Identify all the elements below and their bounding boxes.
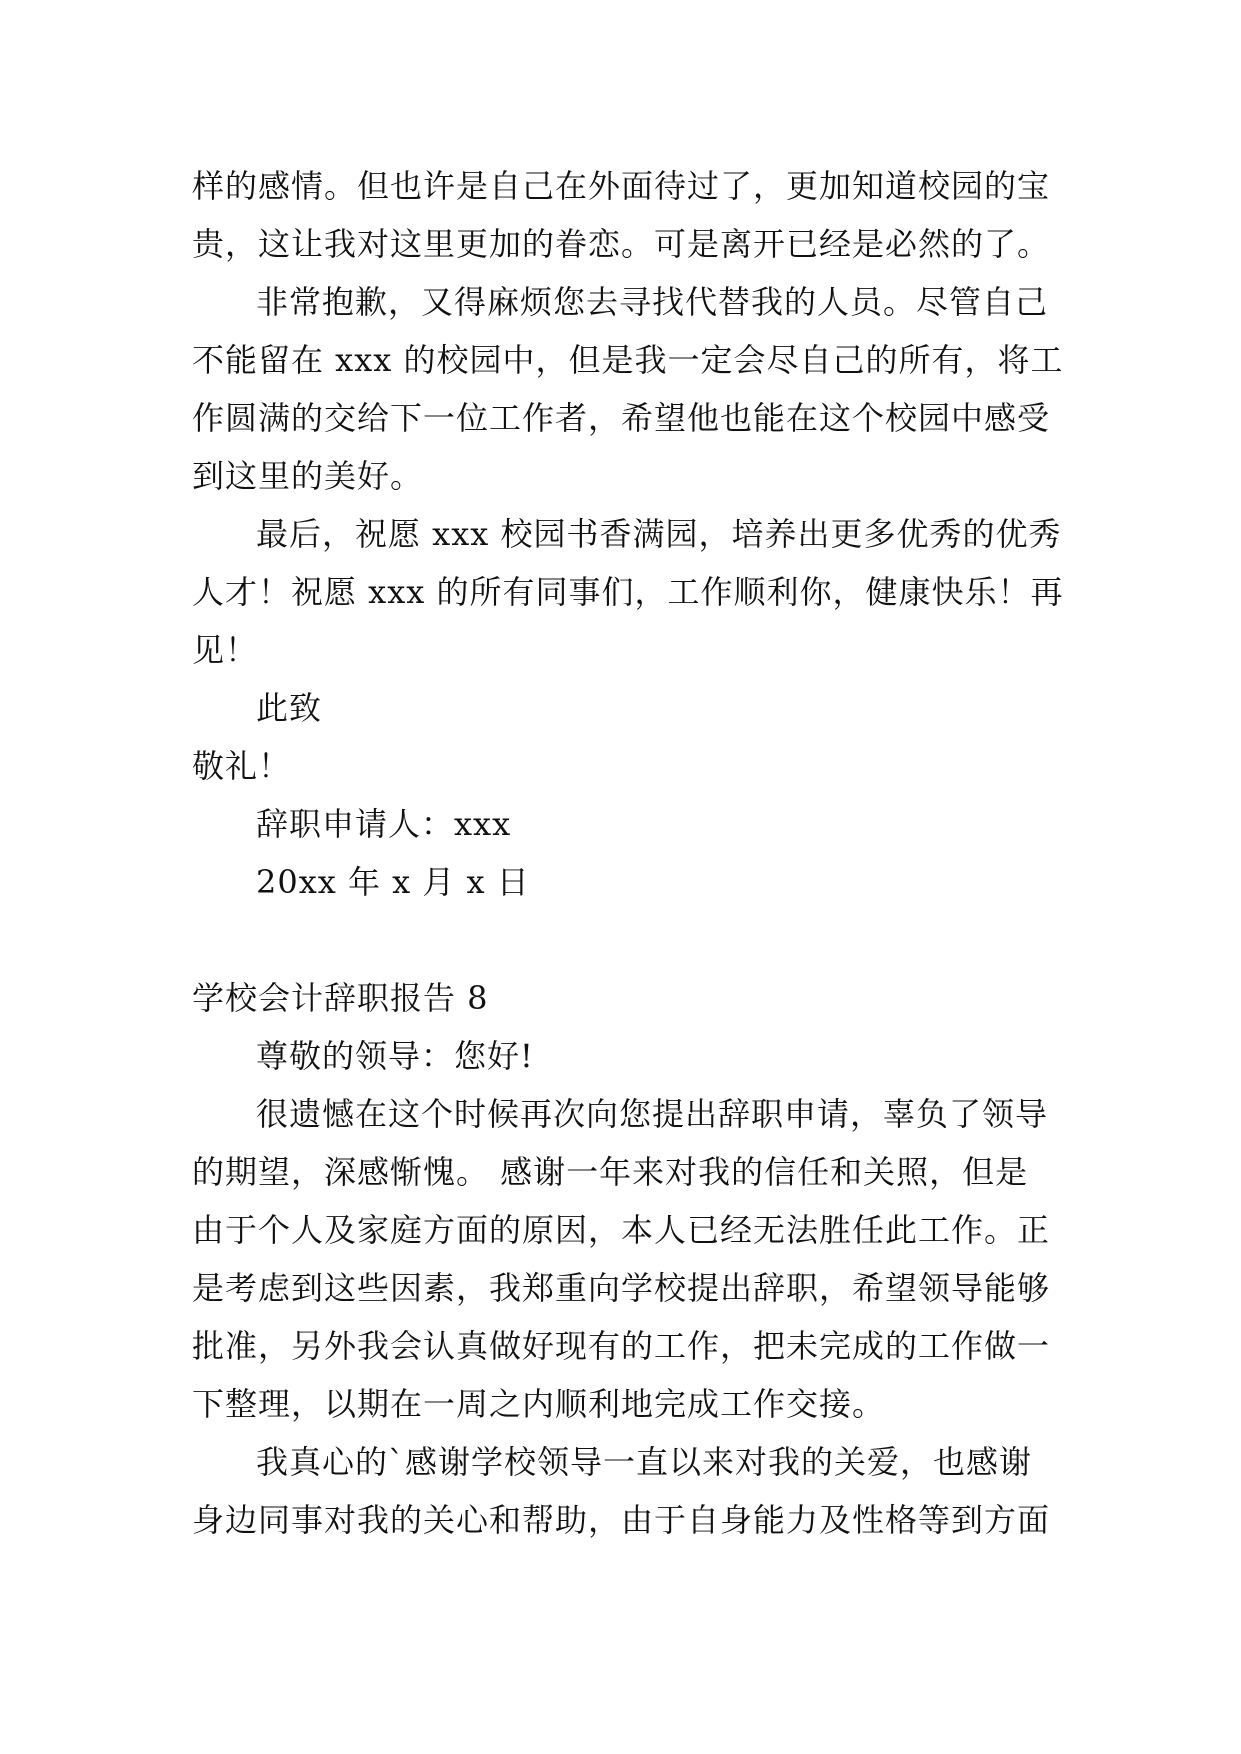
text-line: 到这里的美好。 [192, 457, 424, 495]
paragraph-start: 我真心的`感谢学校领导一直以来对我的关爱，也感谢 [256, 1443, 1033, 1481]
text-line: 样的感情。但也许是自己在外面待过了，更加知道校园的宝 [192, 167, 1051, 205]
text-line: 见！ [192, 631, 259, 669]
paragraph-start: 非常抱歉，又得麻烦您去寻找代替我的人员。尽管自己 [256, 283, 1049, 321]
text-line: 不能留在 xxx 的校园中，但是我一定会尽自己的所有，将工 [192, 341, 1064, 379]
text-line: 的期望，深感惭愧。 感谢一年来对我的信任和关照，但是 [192, 1153, 1029, 1191]
text-line: 下整理，以期在一周之内顺利地完成工作交接。 [192, 1385, 886, 1423]
paragraph-start: 最后，祝愿 xxx 校园书香满园，培养出更多优秀的优秀 [256, 515, 1062, 553]
text-line: 身边同事对我的关心和帮助，由于自身能力及性格等到方面 [192, 1501, 1051, 1539]
text-line: 人才！祝愿 xxx 的所有同事们，工作顺利你，健康快乐！再 [192, 573, 1064, 611]
text-line: 由于个人及家庭方面的原因，本人已经无法胜任此工作。正 [192, 1211, 1051, 1249]
text-line: 作圆满的交给下一位工作者，希望他也能在这个校园中感受 [192, 399, 1051, 437]
closing-phrase: 此致 [256, 689, 323, 727]
greeting: 尊敬的领导：您好! [256, 1037, 534, 1075]
signature-line: 辞职申请人：xxx [256, 805, 512, 843]
salutation: 敬礼！ [192, 747, 292, 785]
text-line: 是考虑到这些因素，我郑重向学校提出辞职，希望领导能够 [192, 1269, 1051, 1307]
date-line: 20xx 年 x 月 x 日 [256, 863, 530, 901]
text-line: 批准，另外我会认真做好现有的工作，把未完成的工作做一 [192, 1327, 1051, 1365]
text-line: 贵，这让我对这里更加的眷恋。可是离开已经是必然的了。 [192, 225, 1051, 263]
paragraph-start: 很遗憾在这个时候再次向您提出辞职申请，辜负了领导 [256, 1095, 1049, 1133]
section-title: 学校会计辞职报告 8 [192, 979, 489, 1017]
